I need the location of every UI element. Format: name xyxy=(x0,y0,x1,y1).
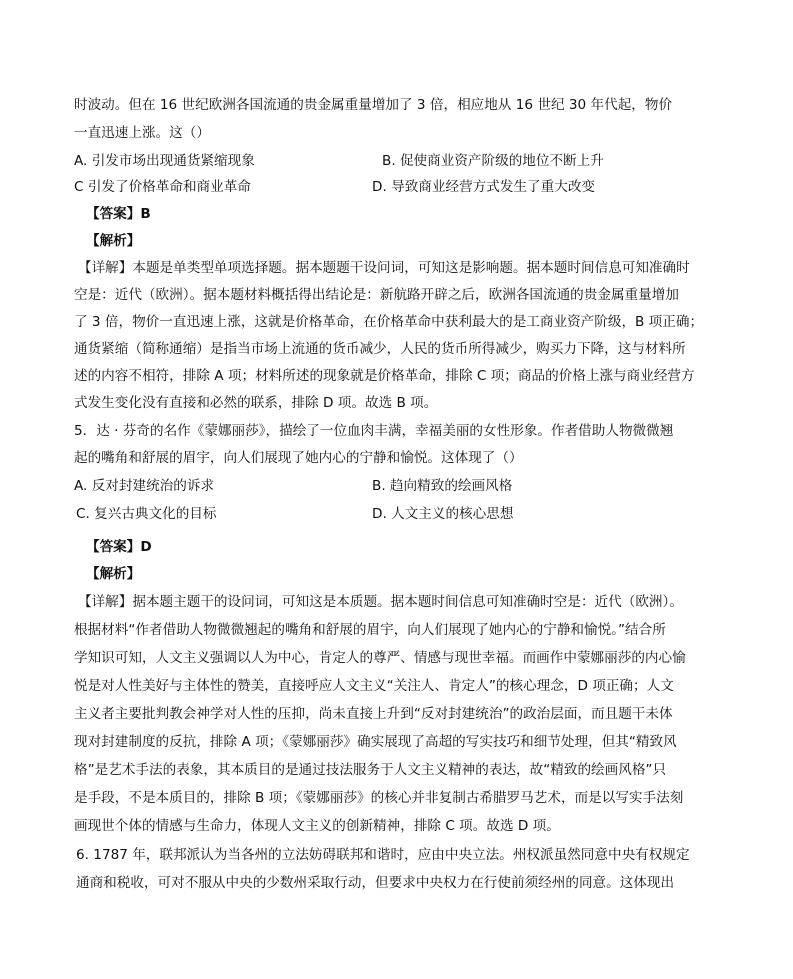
q5-detail-line-4: 悦是对人性美好与主体性的赞美，直接呼应人文主义“关注人、肯定人”的核心理念，D 项正确；人文 xyxy=(74,678,674,694)
q5-stem-line-2: 起的嘴角和舒展的眉宇，向人们展现了她内心的宁静和愉悦。这体现了（） xyxy=(74,450,523,466)
q5-option-b: B. 趋向精致的绘画风格 xyxy=(372,478,513,494)
q6-stem-line-1: 6. 1787 年，联邦派认为当各州的立法妨碍联邦和谐时，应由中央立法。州权派虽然同意中央有权规定 xyxy=(76,847,690,863)
q5-answer: 【答案】D xyxy=(86,539,152,555)
q4-stem-line-2: 一直迅速上涨。这（） xyxy=(74,125,210,141)
q5-analysis-heading: 【解析】 xyxy=(86,566,141,582)
q5-detail-line-9: 画现世个体的情感与生命力，体现人文主义的创新精神，排除 C 项。故选 D 项。 xyxy=(74,818,560,834)
q5-detail-line-2: 根据材料“作者借助人物微微翘起的嘴角和舒展的眉宇，向人们展现了她内心的宁静和愉悦。”结合所 xyxy=(74,622,666,638)
q4-option-a: A. 引发市场出现通货紧缩现象 xyxy=(74,153,255,169)
q5-option-a: A. 反对封建统治的诉求 xyxy=(74,478,215,494)
q5-detail-line-3: 学知识可知，人文主义强调以人为中心，肯定人的尊严、情感与现世幸福。而画作中蒙娜丽莎的内心愉 xyxy=(74,650,686,666)
q4-analysis-heading: 【解析】 xyxy=(86,233,141,249)
q5-detail-line-8: 是手段，不是本质目的，排除 B 项；《蒙娜丽莎》的核心并非复制古希腊罗马艺术，而是以写实手法刻 xyxy=(74,790,684,806)
q5-detail-line-5: 主义者主要批判教会神学对人性的压抑，尚未直接上升到“反对封建统治”的政治层面，而且题干未体 xyxy=(74,706,673,722)
q5-option-d: D. 人文主义的核心思想 xyxy=(372,506,514,522)
q4-option-d: D. 导致商业经营方式发生了重大改变 xyxy=(372,179,596,195)
q4-detail-line-1: 【详解】本题是单类型单项选择题。据本题题干设问词，可知这是影响题。据本题时间信息可知准确时 xyxy=(78,260,690,276)
q4-detail-line-3: 了 3 倍，物价一直迅速上涨，这就是价格革命，在价格革命中获利最大的是工商业资产阶级，B 项正确； xyxy=(74,314,704,330)
q6-stem-line-2: 通商和税收，可对不服从中央的少数州采取行动，但要求中央权力在行使前须经州的同意。这体现出 xyxy=(76,875,675,891)
q4-option-b: B. 促使商业资产阶级的地位不断上升 xyxy=(382,153,604,169)
q4-option-c: C 引发了价格革命和商业革命 xyxy=(74,179,251,195)
q4-answer: 【答案】B xyxy=(86,206,151,222)
q4-stem-line-1: 时波动。但在 16 世纪欧洲各国流通的贵金属重量增加了 3 倍，相应地从 16 世纪 30 年代起，物价 xyxy=(74,97,673,113)
q4-detail-line-2: 空是：近代（欧洲）。据本题材料概括得出结论是：新航路开辟之后，欧洲各国流通的贵金属重量增加 xyxy=(74,287,679,303)
q4-detail-line-6: 式发生变化没有直接和必然的联系，排除 D 项。故选 B 项。 xyxy=(74,395,438,411)
q5-stem-line-1: 5．达 · 芬奇的名作《蒙娜丽莎》，描绘了一位血肉丰满，幸福美丽的女性形象。作者借助人物微微翘 xyxy=(74,423,674,439)
q5-detail-line-1: 【详解】据本题主题干的设问词，可知这是本质题。据本题时间信息可知准确时空是：近代（欧洲）。 xyxy=(78,594,683,610)
q5-detail-line-6: 现对封建制度的反抗，排除 A 项；《蒙娜丽莎》确实展现了高超的写实技巧和细节处理，但其“精致风 xyxy=(74,734,677,750)
q4-detail-line-5: 述的内容不相符，排除 A 项；材料所述的现象就是价格革命，排除 C 项；商品的价格上涨与商业经营方 xyxy=(74,368,695,384)
q4-detail-line-4: 通货紧缩（简称通缩）是指当市场上流通的货币减少，人民的货币所得减少，购买力下降，这与材料所 xyxy=(74,341,686,357)
q5-detail-line-7: 格”是艺术手法的表象，其本质目的是通过技法服务于人文主义精神的表达，故“精致的绘画风格”只 xyxy=(74,762,667,778)
q5-option-c: C. 复兴古典文化的目标 xyxy=(76,506,217,522)
